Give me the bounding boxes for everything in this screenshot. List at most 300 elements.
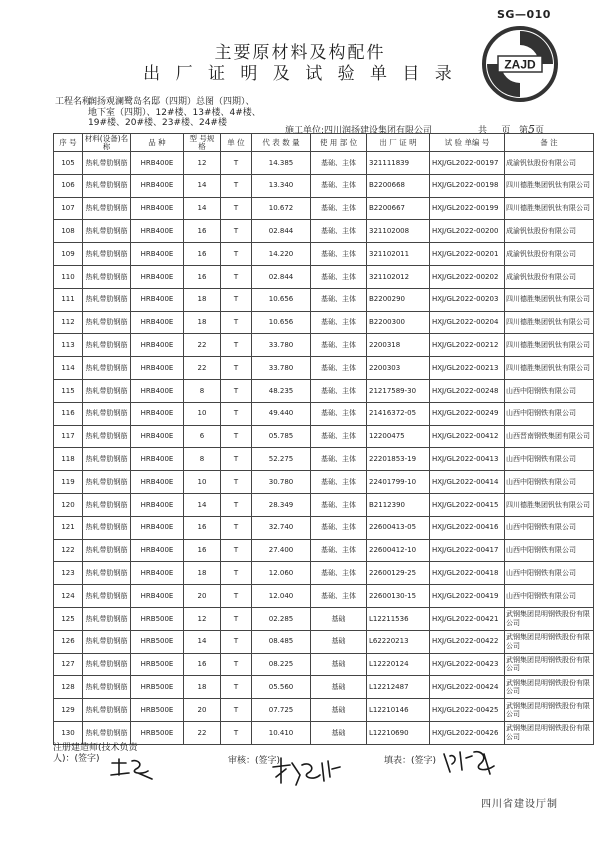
cell-part: 基础、主体 bbox=[311, 585, 367, 608]
cell-no: 121 bbox=[54, 516, 83, 539]
cell-material: 热轧带肋钢筋 bbox=[83, 243, 131, 266]
doc-title-line2: 出 厂 证 明 及 试 验 单 目 录 bbox=[143, 64, 457, 84]
cell-part: 基础、主体 bbox=[311, 562, 367, 585]
pages-page-label: 页 bbox=[501, 126, 511, 136]
cell-part: 基础、主体 bbox=[311, 493, 367, 516]
cell-material: 热轧带肋钢筋 bbox=[83, 265, 131, 288]
table-row bbox=[54, 220, 594, 243]
cell-cert: 12200475 bbox=[367, 425, 430, 448]
col-header-material: 材料(设备)名称 bbox=[83, 134, 131, 152]
cell-part: 基础、主体 bbox=[311, 379, 367, 402]
cell-unit: T bbox=[221, 288, 252, 311]
cell-qty: 05.560 bbox=[252, 676, 311, 699]
cell-spec: 22 bbox=[184, 334, 221, 357]
cell-qty: 52.275 bbox=[252, 448, 311, 471]
table-row bbox=[54, 676, 594, 699]
cell-kind: HRB400E bbox=[131, 493, 184, 516]
cell-kind: HRB400E bbox=[131, 402, 184, 425]
cell-kind: HRB400E bbox=[131, 379, 184, 402]
cell-material: 热轧带肋钢筋 bbox=[83, 174, 131, 197]
cell-cert: B2112390 bbox=[367, 493, 430, 516]
col-header-remark: 备 注 bbox=[505, 134, 594, 152]
table-row bbox=[54, 721, 594, 744]
table-row bbox=[54, 152, 594, 175]
cell-material: 热轧带肋钢筋 bbox=[83, 562, 131, 585]
cell-part: 基础 bbox=[311, 721, 367, 744]
cell-spec: 18 bbox=[184, 288, 221, 311]
cell-material: 热轧带肋钢筋 bbox=[83, 676, 131, 699]
reviewer-handwritten-signature bbox=[270, 755, 342, 789]
cell-part: 基础、主体 bbox=[311, 516, 367, 539]
cell-material: 热轧带肋钢筋 bbox=[83, 288, 131, 311]
col-header-qty: 代 表 数 量 bbox=[252, 134, 311, 152]
cell-qty: 33.780 bbox=[252, 334, 311, 357]
table-row bbox=[54, 493, 594, 516]
cell-remark: 四川德胜集团钒钛有限公司 bbox=[505, 357, 594, 380]
cell-no: 129 bbox=[54, 699, 83, 722]
cell-spec: 14 bbox=[184, 197, 221, 220]
cell-spec: 10 bbox=[184, 471, 221, 494]
cell-qty: 48.235 bbox=[252, 379, 311, 402]
cell-material: 热轧带肋钢筋 bbox=[83, 311, 131, 334]
cell-remark: 武钢集团昆明钢铁股份有限公司 bbox=[505, 630, 594, 653]
cell-part: 基础、主体 bbox=[311, 334, 367, 357]
cell-kind: HRB400E bbox=[131, 585, 184, 608]
cell-material: 热轧带肋钢筋 bbox=[83, 471, 131, 494]
cell-no: 130 bbox=[54, 721, 83, 744]
cell-qty: 07.725 bbox=[252, 699, 311, 722]
cell-spec: 20 bbox=[184, 585, 221, 608]
cell-material: 热轧带肋钢筋 bbox=[83, 585, 131, 608]
cell-spec: 18 bbox=[184, 311, 221, 334]
cell-qty: 14.220 bbox=[252, 243, 311, 266]
cell-remark: 四川德胜集团钒钛有限公司 bbox=[505, 311, 594, 334]
cell-remark: 四川德胜集团钒钛有限公司 bbox=[505, 197, 594, 220]
cell-unit: T bbox=[221, 379, 252, 402]
cell-spec: 20 bbox=[184, 699, 221, 722]
cell-remark: 山西中阳钢铁有限公司 bbox=[505, 471, 594, 494]
table-row bbox=[54, 653, 594, 676]
cell-test: HXJ/GL2022-00417 bbox=[430, 539, 505, 562]
cell-cert: 22600130-15 bbox=[367, 585, 430, 608]
cell-remark: 山西中阳钢铁有限公司 bbox=[505, 539, 594, 562]
form-code: SG—010 bbox=[497, 8, 551, 21]
cell-no: 118 bbox=[54, 448, 83, 471]
cell-no: 107 bbox=[54, 197, 83, 220]
cell-unit: T bbox=[221, 516, 252, 539]
cell-qty: 13.340 bbox=[252, 174, 311, 197]
cell-unit: T bbox=[221, 311, 252, 334]
cell-kind: HRB400E bbox=[131, 539, 184, 562]
cell-material: 热轧带肋钢筋 bbox=[83, 152, 131, 175]
cell-test: HXJ/GL2022-00248 bbox=[430, 379, 505, 402]
cell-qty: 10.656 bbox=[252, 311, 311, 334]
cell-unit: T bbox=[221, 174, 252, 197]
cell-material: 热轧带肋钢筋 bbox=[83, 402, 131, 425]
cell-unit: T bbox=[221, 630, 252, 653]
cell-cert: B2200668 bbox=[367, 174, 430, 197]
cell-no: 115 bbox=[54, 379, 83, 402]
cell-test: HXJ/GL2022-00249 bbox=[430, 402, 505, 425]
cell-material: 热轧带肋钢筋 bbox=[83, 516, 131, 539]
cell-remark: 成渝钒钛股份有限公司 bbox=[505, 152, 594, 175]
cell-cert: 21217589-30 bbox=[367, 379, 430, 402]
cell-no: 128 bbox=[54, 676, 83, 699]
cell-part: 基础 bbox=[311, 630, 367, 653]
cell-cert: 2200318 bbox=[367, 334, 430, 357]
table-row bbox=[54, 585, 594, 608]
cell-cert: 22600412-10 bbox=[367, 539, 430, 562]
cell-part: 基础、主体 bbox=[311, 448, 367, 471]
cell-unit: T bbox=[221, 243, 252, 266]
col-header-no: 序 号 bbox=[54, 134, 83, 152]
cell-qty: 27.400 bbox=[252, 539, 311, 562]
cell-spec: 16 bbox=[184, 516, 221, 539]
cell-part: 基础 bbox=[311, 607, 367, 630]
cell-material: 热轧带肋钢筋 bbox=[83, 493, 131, 516]
cell-kind: HRB500E bbox=[131, 699, 184, 722]
filler-label: 填表：(签字) bbox=[384, 756, 437, 766]
cell-test: HXJ/GL2022-00200 bbox=[430, 220, 505, 243]
cell-cert: B2200290 bbox=[367, 288, 430, 311]
cell-cert: L12211536 bbox=[367, 607, 430, 630]
cell-test: HXJ/GL2022-00199 bbox=[430, 197, 505, 220]
table-row bbox=[54, 288, 594, 311]
cell-test: HXJ/GL2022-00414 bbox=[430, 471, 505, 494]
cell-spec: 16 bbox=[184, 243, 221, 266]
table-row bbox=[54, 311, 594, 334]
cell-remark: 山西中阳钢铁有限公司 bbox=[505, 379, 594, 402]
table-row bbox=[54, 516, 594, 539]
cell-part: 基础、主体 bbox=[311, 425, 367, 448]
cell-qty: 08.225 bbox=[252, 653, 311, 676]
cell-qty: 05.785 bbox=[252, 425, 311, 448]
cell-unit: T bbox=[221, 425, 252, 448]
cell-cert: 21416372-05 bbox=[367, 402, 430, 425]
cell-material: 热轧带肋钢筋 bbox=[83, 425, 131, 448]
cell-no: 114 bbox=[54, 357, 83, 380]
cell-qty: 02.844 bbox=[252, 220, 311, 243]
cell-unit: T bbox=[221, 334, 252, 357]
cell-spec: 16 bbox=[184, 653, 221, 676]
cell-test: HXJ/GL2022-00426 bbox=[430, 721, 505, 744]
table-row bbox=[54, 699, 594, 722]
cell-remark: 武钢集团昆明钢铁股份有限公司 bbox=[505, 699, 594, 722]
cell-spec: 6 bbox=[184, 425, 221, 448]
reviewer-label: 审核：(签字) bbox=[228, 756, 281, 766]
col-header-part: 使 用 部 位 bbox=[311, 134, 367, 152]
cell-cert: B2200300 bbox=[367, 311, 430, 334]
cell-kind: HRB400E bbox=[131, 562, 184, 585]
cell-spec: 16 bbox=[184, 265, 221, 288]
cell-unit: T bbox=[221, 699, 252, 722]
cell-unit: T bbox=[221, 448, 252, 471]
cell-unit: T bbox=[221, 197, 252, 220]
cell-qty: 02.285 bbox=[252, 607, 311, 630]
cell-spec: 12 bbox=[184, 607, 221, 630]
table-row bbox=[54, 243, 594, 266]
construction-unit: 施工单位:四川润扬建设集团有限公司 bbox=[285, 126, 433, 136]
cell-no: 119 bbox=[54, 471, 83, 494]
cell-cert: L12220124 bbox=[367, 653, 430, 676]
table-header-row bbox=[54, 134, 594, 152]
cell-unit: T bbox=[221, 265, 252, 288]
project-name-line: 地下室（四期）、12#楼、13#楼、4#楼、 bbox=[88, 107, 261, 118]
cell-cert: 321102012 bbox=[367, 265, 430, 288]
table-row bbox=[54, 539, 594, 562]
cell-kind: HRB400E bbox=[131, 357, 184, 380]
engineer-handwritten-signature bbox=[108, 755, 156, 781]
filler-handwritten-signature bbox=[440, 748, 498, 778]
cell-no: 116 bbox=[54, 402, 83, 425]
cell-unit: T bbox=[221, 220, 252, 243]
cell-unit: T bbox=[221, 653, 252, 676]
cell-cert: 22401799-10 bbox=[367, 471, 430, 494]
cell-material: 热轧带肋钢筋 bbox=[83, 607, 131, 630]
cell-cert: L12210690 bbox=[367, 721, 430, 744]
cell-part: 基础、主体 bbox=[311, 152, 367, 175]
cell-material: 热轧带肋钢筋 bbox=[83, 653, 131, 676]
table-row bbox=[54, 607, 594, 630]
cell-material: 热轧带肋钢筋 bbox=[83, 721, 131, 744]
cell-kind: HRB400E bbox=[131, 243, 184, 266]
cell-no: 122 bbox=[54, 539, 83, 562]
cell-remark: 成渝钒钛股份有限公司 bbox=[505, 265, 594, 288]
cell-spec: 18 bbox=[184, 676, 221, 699]
materials-table bbox=[53, 133, 594, 745]
cell-spec: 22 bbox=[184, 721, 221, 744]
cell-unit: T bbox=[221, 402, 252, 425]
cell-material: 热轧带肋钢筋 bbox=[83, 448, 131, 471]
cell-remark: 山西晋南钢铁集团有限公司 bbox=[505, 425, 594, 448]
cell-cert: B2200667 bbox=[367, 197, 430, 220]
cell-part: 基础、主体 bbox=[311, 539, 367, 562]
cell-test: HXJ/GL2022-00416 bbox=[430, 516, 505, 539]
cell-test: HXJ/GL2022-00419 bbox=[430, 585, 505, 608]
table-row bbox=[54, 357, 594, 380]
cell-part: 基础、主体 bbox=[311, 357, 367, 380]
cell-part: 基础 bbox=[311, 676, 367, 699]
cell-material: 热轧带肋钢筋 bbox=[83, 197, 131, 220]
cell-remark: 山西中阳钢铁有限公司 bbox=[505, 562, 594, 585]
cell-no: 127 bbox=[54, 653, 83, 676]
cell-spec: 16 bbox=[184, 539, 221, 562]
cell-spec: 14 bbox=[184, 493, 221, 516]
cell-test: HXJ/GL2022-00425 bbox=[430, 699, 505, 722]
cell-material: 热轧带肋钢筋 bbox=[83, 334, 131, 357]
cell-no: 110 bbox=[54, 265, 83, 288]
cell-kind: HRB500E bbox=[131, 653, 184, 676]
cell-test: HXJ/GL2022-00203 bbox=[430, 288, 505, 311]
doc-title-line1: 主要原材料及构配件 bbox=[214, 43, 386, 63]
cell-remark: 山西中阳钢铁有限公司 bbox=[505, 516, 594, 539]
cell-qty: 12.040 bbox=[252, 585, 311, 608]
cell-no: 112 bbox=[54, 311, 83, 334]
cell-kind: HRB400E bbox=[131, 220, 184, 243]
table-row bbox=[54, 630, 594, 653]
table-row bbox=[54, 197, 594, 220]
project-name-label: 工程名称： bbox=[55, 97, 101, 107]
cell-cert: 22600129-25 bbox=[367, 562, 430, 585]
cell-part: 基础、主体 bbox=[311, 311, 367, 334]
cell-unit: T bbox=[221, 562, 252, 585]
cell-test: HXJ/GL2022-00418 bbox=[430, 562, 505, 585]
cell-qty: 08.485 bbox=[252, 630, 311, 653]
table-row bbox=[54, 425, 594, 448]
cell-kind: HRB500E bbox=[131, 721, 184, 744]
cell-test: HXJ/GL2022-00202 bbox=[430, 265, 505, 288]
cell-material: 热轧带肋钢筋 bbox=[83, 220, 131, 243]
pages-current-suffix: 页 bbox=[534, 126, 544, 136]
cell-unit: T bbox=[221, 676, 252, 699]
cell-no: 124 bbox=[54, 585, 83, 608]
cell-no: 109 bbox=[54, 243, 83, 266]
cell-unit: T bbox=[221, 539, 252, 562]
cell-test: HXJ/GL2022-00213 bbox=[430, 357, 505, 380]
cell-spec: 16 bbox=[184, 220, 221, 243]
cell-remark: 武钢集团昆明钢铁股份有限公司 bbox=[505, 607, 594, 630]
cell-qty: 12.060 bbox=[252, 562, 311, 585]
cell-remark: 山西中阳钢铁有限公司 bbox=[505, 585, 594, 608]
cell-remark: 武钢集团昆明钢铁股份有限公司 bbox=[505, 676, 594, 699]
cell-test: HXJ/GL2022-00423 bbox=[430, 653, 505, 676]
cell-part: 基础、主体 bbox=[311, 288, 367, 311]
table-row bbox=[54, 448, 594, 471]
cell-kind: HRB400E bbox=[131, 174, 184, 197]
cell-no: 126 bbox=[54, 630, 83, 653]
col-header-unit: 单 位 bbox=[221, 134, 252, 152]
logo-text: ZAJD bbox=[504, 57, 536, 72]
cell-kind: HRB500E bbox=[131, 630, 184, 653]
cell-part: 基础、主体 bbox=[311, 197, 367, 220]
cell-unit: T bbox=[221, 607, 252, 630]
cell-qty: 10.410 bbox=[252, 721, 311, 744]
cell-spec: 8 bbox=[184, 379, 221, 402]
cell-kind: HRB400E bbox=[131, 311, 184, 334]
col-header-test: 试 验 单编 号 bbox=[430, 134, 505, 152]
cell-kind: HRB400E bbox=[131, 197, 184, 220]
cell-cert: 22600413-05 bbox=[367, 516, 430, 539]
cell-no: 108 bbox=[54, 220, 83, 243]
pages-current-prefix: 第 bbox=[518, 126, 528, 136]
cell-part: 基础、主体 bbox=[311, 243, 367, 266]
cell-test: HXJ/GL2022-00413 bbox=[430, 448, 505, 471]
cell-cert: 22201853-19 bbox=[367, 448, 430, 471]
cell-material: 热轧带肋钢筋 bbox=[83, 379, 131, 402]
cell-no: 117 bbox=[54, 425, 83, 448]
cell-kind: HRB500E bbox=[131, 676, 184, 699]
cell-kind: HRB400E bbox=[131, 448, 184, 471]
cell-no: 111 bbox=[54, 288, 83, 311]
cell-material: 热轧带肋钢筋 bbox=[83, 539, 131, 562]
cell-qty: 02.844 bbox=[252, 265, 311, 288]
cell-spec: 14 bbox=[184, 630, 221, 653]
cell-test: HXJ/GL2022-00197 bbox=[430, 152, 505, 175]
table-row bbox=[54, 379, 594, 402]
cell-remark: 四川德胜集团钒钛有限公司 bbox=[505, 288, 594, 311]
cell-kind: HRB500E bbox=[131, 607, 184, 630]
cell-test: HXJ/GL2022-00415 bbox=[430, 493, 505, 516]
cell-unit: T bbox=[221, 471, 252, 494]
cell-unit: T bbox=[221, 585, 252, 608]
cell-cert: 2200303 bbox=[367, 357, 430, 380]
cell-no: 125 bbox=[54, 607, 83, 630]
cell-material: 热轧带肋钢筋 bbox=[83, 357, 131, 380]
cell-kind: HRB400E bbox=[131, 152, 184, 175]
table-row bbox=[54, 402, 594, 425]
pages-total-label: 共 bbox=[478, 126, 488, 136]
cell-qty: 49.440 bbox=[252, 402, 311, 425]
cell-test: HXJ/GL2022-00201 bbox=[430, 243, 505, 266]
pages-current: 5 bbox=[527, 123, 535, 136]
cell-test: HXJ/GL2022-00412 bbox=[430, 425, 505, 448]
engineer-label-line1: 注册建造师(技术负责 bbox=[53, 743, 138, 753]
table-row bbox=[54, 471, 594, 494]
cell-spec: 8 bbox=[184, 448, 221, 471]
cell-remark: 四川德胜集团钒钛有限公司 bbox=[505, 174, 594, 197]
cell-material: 热轧带肋钢筋 bbox=[83, 699, 131, 722]
cell-no: 106 bbox=[54, 174, 83, 197]
cell-remark: 武钢集团昆明钢铁股份有限公司 bbox=[505, 653, 594, 676]
cell-unit: T bbox=[221, 357, 252, 380]
cell-unit: T bbox=[221, 721, 252, 744]
table-row bbox=[54, 334, 594, 357]
cell-kind: HRB400E bbox=[131, 471, 184, 494]
col-header-spec: 型 号规 格 bbox=[184, 134, 221, 152]
cell-remark: 四川德胜集团钒钛有限公司 bbox=[505, 493, 594, 516]
cell-remark: 成渝钒钛股份有限公司 bbox=[505, 243, 594, 266]
cell-test: HXJ/GL2022-00204 bbox=[430, 311, 505, 334]
cell-remark: 武钢集团昆明钢铁股份有限公司 bbox=[505, 721, 594, 744]
cell-kind: HRB400E bbox=[131, 288, 184, 311]
cell-part: 基础 bbox=[311, 699, 367, 722]
project-name-line: 19#楼、20#楼、23#楼、24#楼 bbox=[88, 118, 227, 128]
cell-cert: L62220213 bbox=[367, 630, 430, 653]
cell-remark: 山西中阳钢铁有限公司 bbox=[505, 448, 594, 471]
cell-part: 基础、主体 bbox=[311, 220, 367, 243]
cell-cert: 321102011 bbox=[367, 243, 430, 266]
cell-qty: 10.672 bbox=[252, 197, 311, 220]
issuer-footer: 四川省建设厅制 bbox=[481, 799, 558, 810]
cell-part: 基础、主体 bbox=[311, 174, 367, 197]
table-row bbox=[54, 562, 594, 585]
cell-cert: L12212487 bbox=[367, 676, 430, 699]
cell-kind: HRB400E bbox=[131, 334, 184, 357]
col-header-kind: 品 种 bbox=[131, 134, 184, 152]
cell-unit: T bbox=[221, 493, 252, 516]
cell-test: HXJ/GL2022-00424 bbox=[430, 676, 505, 699]
cell-part: 基础、主体 bbox=[311, 471, 367, 494]
cell-qty: 14.385 bbox=[252, 152, 311, 175]
cell-spec: 10 bbox=[184, 402, 221, 425]
cell-spec: 14 bbox=[184, 174, 221, 197]
cell-cert: 321102008 bbox=[367, 220, 430, 243]
cell-part: 基础、主体 bbox=[311, 265, 367, 288]
cell-remark: 四川德胜集团钒钛有限公司 bbox=[505, 334, 594, 357]
cell-no: 120 bbox=[54, 493, 83, 516]
cell-no: 105 bbox=[54, 152, 83, 175]
cell-test: HXJ/GL2022-00212 bbox=[430, 334, 505, 357]
cell-kind: HRB400E bbox=[131, 265, 184, 288]
cell-spec: 18 bbox=[184, 562, 221, 585]
col-header-cert: 出 厂 证 明 bbox=[367, 134, 430, 152]
cell-remark: 成渝钒钛股份有限公司 bbox=[505, 220, 594, 243]
cell-qty: 10.656 bbox=[252, 288, 311, 311]
table-row bbox=[54, 174, 594, 197]
cell-no: 123 bbox=[54, 562, 83, 585]
cell-part: 基础 bbox=[311, 653, 367, 676]
cell-test: HXJ/GL2022-00421 bbox=[430, 607, 505, 630]
